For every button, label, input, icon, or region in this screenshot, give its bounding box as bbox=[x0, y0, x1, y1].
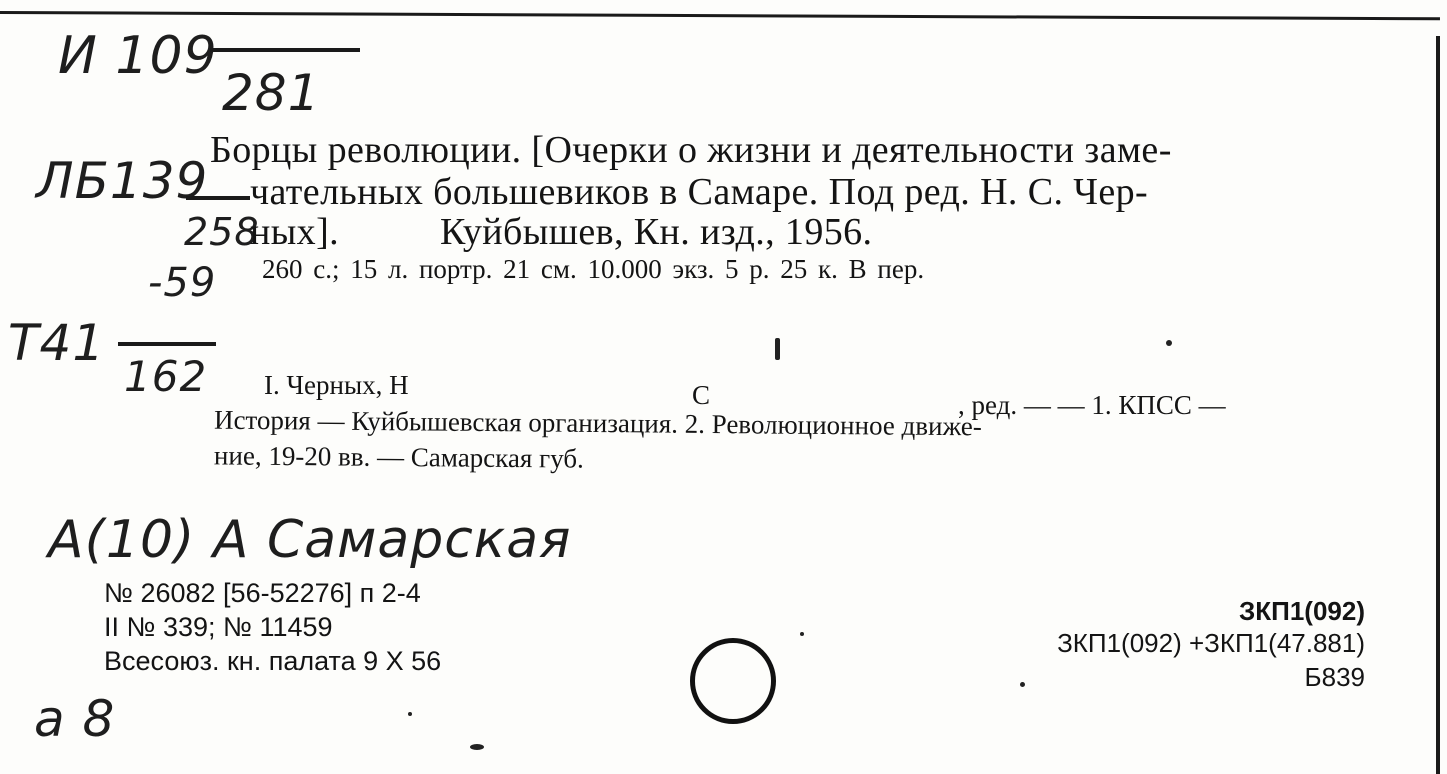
footer-record-number-2: II № 339; № 11459 bbox=[104, 612, 333, 642]
ink-speck bbox=[408, 712, 412, 716]
ink-speck bbox=[800, 632, 804, 636]
ink-speck bbox=[470, 744, 484, 750]
handwritten-call-number-3-sub: 162 bbox=[124, 352, 208, 401]
call-number-2-rule bbox=[186, 196, 250, 200]
entry-physical-description: 260 с.; 15 л. портр. 21 см. 10.000 экз. 5 р. 25 к. В пер. bbox=[262, 254, 925, 284]
handwritten-call-number-2: ЛБ139 bbox=[36, 152, 209, 210]
handwritten-call-number-1-sub: 281 bbox=[222, 64, 321, 122]
call-number-1-rule bbox=[210, 48, 360, 52]
classification-line-3: Б839 bbox=[1304, 662, 1365, 692]
handwritten-location-note: А(10) А Самарская bbox=[48, 510, 572, 570]
entry-title-line-1: Борцы революции. [Очерки о жизни и деятельности заме- bbox=[210, 129, 1172, 171]
card-punch-hole bbox=[690, 638, 776, 724]
footer-book-chamber: Всесоюз. кн. палата 9 Х 56 bbox=[104, 646, 442, 676]
ink-speck bbox=[1020, 682, 1025, 687]
call-number-3-rule bbox=[118, 342, 216, 346]
entry-title-line-3b: Куйбышев, Кн. изд., 1956. bbox=[440, 211, 873, 253]
handwritten-call-number-2-sub: 258 bbox=[184, 210, 260, 254]
subject-line-1b: С bbox=[692, 380, 711, 410]
subject-line-2: История — Куйбышевская организация. 2. Революционное движе- bbox=[213, 404, 982, 442]
ink-speck bbox=[775, 338, 780, 360]
subject-line-1a: I. Черных, Н bbox=[264, 370, 409, 400]
handwritten-call-number-1: И 109 bbox=[58, 26, 218, 86]
subject-line-3: ние, 19-20 вв. — Самарская губ. bbox=[213, 440, 584, 474]
ink-speck bbox=[1166, 340, 1172, 346]
footer-record-number: № 26082 [56-52276] п 2-4 bbox=[104, 578, 421, 608]
classification-line-2: ЗКП1(092) +ЗКП1(47.881) bbox=[1057, 628, 1365, 658]
handwritten-call-number-2-extra: -59 bbox=[148, 260, 217, 306]
handwritten-bottom-note: а 8 bbox=[34, 690, 116, 748]
handwritten-call-number-3: Т41 bbox=[8, 314, 106, 372]
subject-line-1c: , ред. — — 1. КПСС — bbox=[958, 390, 1226, 420]
entry-title-line-2: чательных большевиков в Самаре. Под ред. Н. С. Чер- bbox=[250, 171, 1149, 213]
classification-line-1: ЗКП1(092) bbox=[1238, 596, 1365, 626]
entry-title-line-3a: ных]. bbox=[250, 211, 340, 253]
card-right-edge bbox=[1436, 36, 1440, 774]
card-top-edge bbox=[0, 11, 1440, 20]
